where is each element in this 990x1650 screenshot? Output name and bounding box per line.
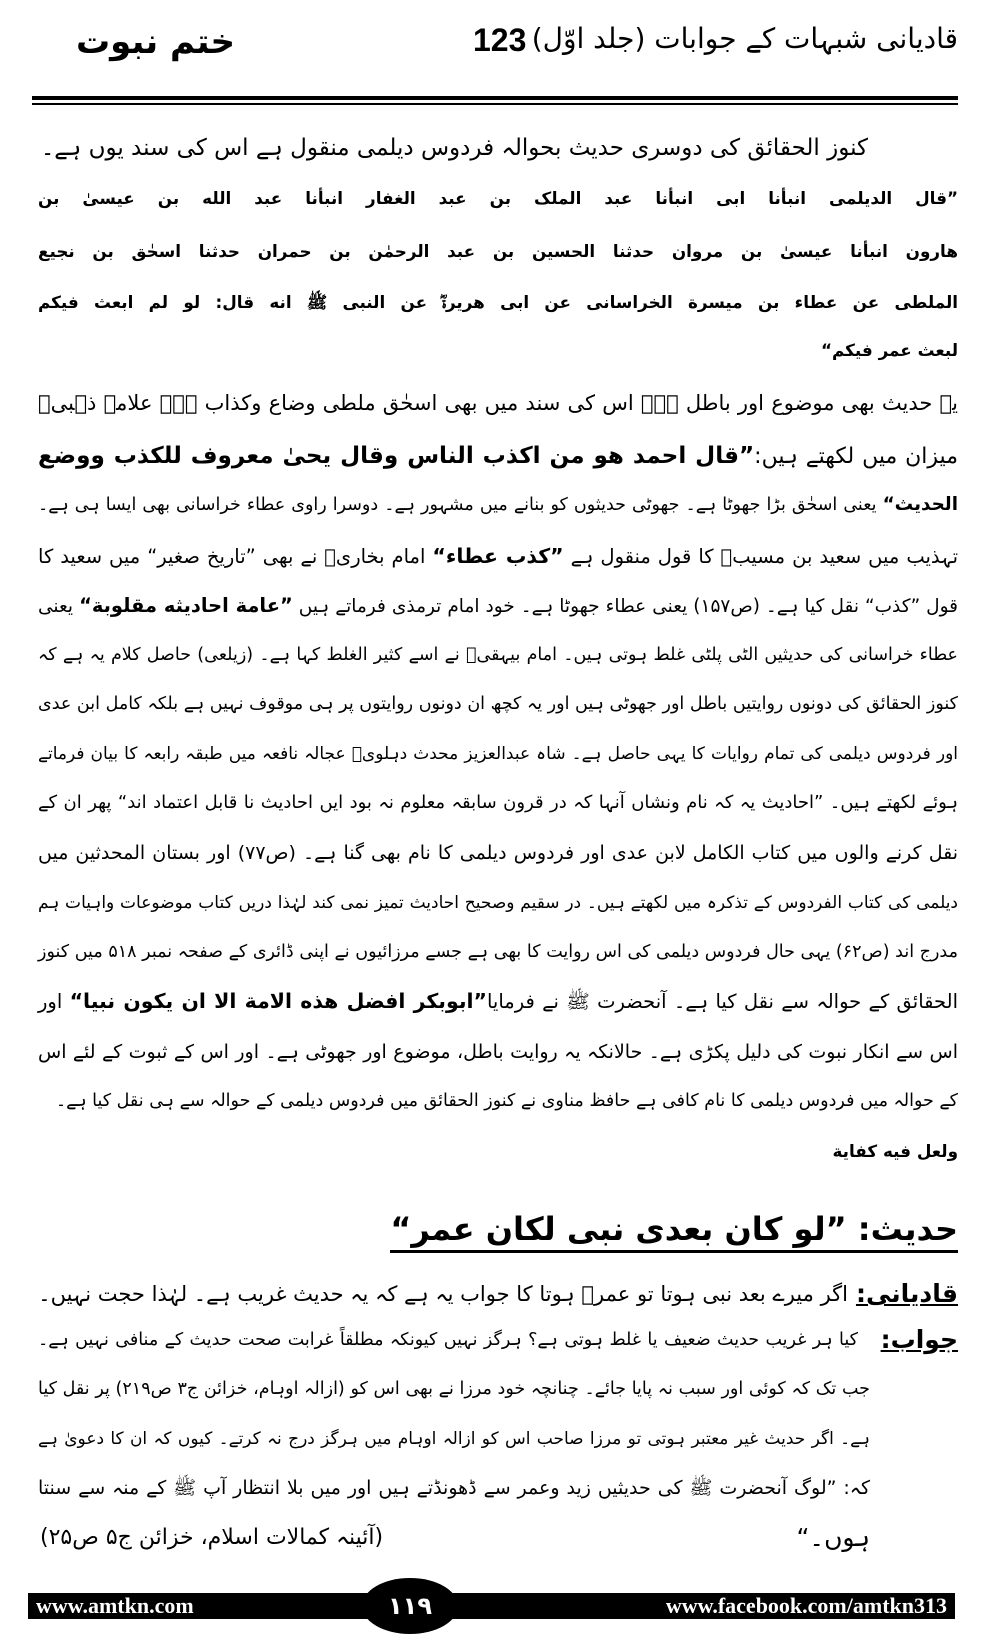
answer-line: جب تک کہ کوئی اور سبب نہ پایا جائے۔ چنانچہ خود مرزا نے بھی اس کو (ازالہ اوہام، خزائن ج۳ ص۲۱۹) پر نقل کیا — [38, 1379, 870, 1399]
header-page-number: 123 — [473, 22, 527, 58]
arabic-line: ولعل فیه کفایة — [832, 1141, 958, 1161]
text-line — [38, 485, 958, 525]
text-line: ہوئے لکھتے ہیں۔ ”احادیث یہ کہ نام ونشاں آنہا کہ در قرون سابقہ معلوم نہ بود ایں احادیث نا قابل اعتماد اند“ پھر ان کے — [38, 792, 958, 813]
arabic-line: لبعث عمر فیکم“ — [820, 340, 958, 360]
text-span: قول ”کذب“ نقل کیا ہے۔ (ص۱۵۷) یعنی عطاء جھوٹا ہے۔ خود امام ترمذی فرماتے ہیں — [292, 596, 959, 617]
arabic-quote: ”کذب عطاء“ — [432, 544, 564, 568]
text-line: دیلمی کی کتاب الفردوس کے تذکرہ میں لکھتے ہیں۔ در سقیم وصحیح احادیث تمیز نمی کند لہٰذا دریں کتاب موضوعات واہیات ہم — [38, 893, 958, 913]
text-line: اس سے انکار نبوت کی دلیل پکڑی ہے۔ حالانکہ یہ روایت باطل، موضوع اور جھوٹی ہے۔ اور اس کے ثبوت کے لئے اس — [38, 1041, 958, 1063]
arabic-quote: ”قال احمد ھو من اکذب الناس وقال یحیٰ معروف للکذب ووضع — [38, 443, 755, 469]
answer-line: ہے۔ اگر حدیث غیر معتبر ہوتی تو مرزا صاحب اس کو ازالہ اوہام میں ہرگز درج نہ کرتے۔ کیوں کہ ان کا دعویٰ ہے — [38, 1429, 870, 1449]
objection-text: اگر میرے بعد نبی ہوتا تو عمرؓ ہوتا کا جواب یہ ہے کہ یہ حدیث غریب ہے۔ لہٰذا حجت نہیں۔ — [38, 1282, 848, 1306]
text-span: امام بخاریؒ نے بھی ”تاریخ صغیر“ میں سعید کا — [38, 545, 433, 568]
text-span: الحقائق کے حوالہ سے نقل کیا ہے۔ آنحضرت ﷺ نے فرمایا — [486, 990, 958, 1013]
answer-line: کیا ہر غریب حدیث ضعیف یا غلط ہوتی ہے؟ ہرگز نہیں کیونکہ مطلقاً غرابت صحت حدیث کے منافی نہیں ہے۔ — [38, 1330, 858, 1350]
website-link[interactable]: www.amtkn.com — [36, 1593, 194, 1618]
footer-page-number: ۱۱۹ — [362, 1578, 458, 1634]
text-line — [38, 981, 958, 1022]
text-span: اور — [38, 990, 70, 1013]
header-rule-thick — [32, 96, 958, 100]
text-line: یہ حدیث بھی موضوع اور باطل ہے۔ اس کی سند میں بھی اسحٰق ملطی وضاع وکذاب ہے۔ علامہ ذہبیؒ — [38, 391, 958, 415]
arabic-quote: ”ابوبکر افضل ھذه الامة الا ان یکون نبیا“ — [69, 989, 487, 1013]
arabic-line: ھارون انبأنا عیسیٰ بن مروان حدثنا الحسین بن عبد الرحمٰن بن حمران حدثنا اسحٰق بن نجیع — [38, 241, 958, 261]
citation: (آئینہ کمالات اسلام، خزائن ج۵ ص۲۵) — [40, 1525, 384, 1550]
arabic-line: ”قال الدیلمی انبأنا ابی انبأنا عبد الملک بن عبد الغفار انبأنا عبد الله بن عیسیٰ بن — [38, 188, 958, 208]
text-span: میزان میں لکھتے ہیں: — [754, 444, 958, 469]
text-line — [38, 436, 958, 477]
arabic-quote: ”عامة احادیثه مقلوبة“ — [79, 594, 293, 617]
arabic-quote: الحدیث“ — [882, 494, 958, 515]
header-rule-thin — [32, 103, 958, 105]
facebook-link[interactable]: www.facebook.com/amtkn313 — [665, 1593, 947, 1618]
text-line: کے حوالہ میں فردوس دیلمی کا نام کافی ہے حافظ مناوی نے کنوز الحقائق میں فردوس دیلمی کے حوالہ سے ہی نقل کیا ہے۔ — [55, 1091, 958, 1111]
answer-label: جواب: — [880, 1325, 958, 1354]
arabic-line: الملطی عن عطاء بن میسرة الخراسانی عن ابی ھریرةؓ عن النبی ﷺ انه قال: لو لم ابعث فیکم — [38, 292, 958, 312]
series-title: ختم نبوت — [76, 22, 236, 62]
text-line: اور فردوس دیلمی کی تمام روایات کا یہی حاصل ہے۔ شاہ عبدالعزیز محدث دہلویؒ عجالہ نافعہ میں طبقہ رابعہ کا بیان فرماتے — [38, 744, 958, 764]
answer-line: کہ: ”لوگ آنحضرت ﷺ کی حدیثیں زید وعمر سے ڈھونڈتے ہیں اور میں بلا انتظار آپ ﷺ کے منہ سے سنتا — [38, 1477, 870, 1499]
text-line: کنوز الحقائق کی دوسری حدیث بحوالہ فردوس دیلمی منقول ہے اس کی سند یوں ہے۔ — [40, 135, 868, 161]
text-line — [38, 536, 958, 577]
text-line: نقل کرنے والوں میں کتاب الکامل لابن عدی اور فردوس دیلمی کا نام بھی گنا ہے۔ (ص۷۷) اور بستان المحدثین میں — [38, 842, 958, 864]
book-title: قادیانی شبہات کے جوابات (جلد اوّل) — [531, 22, 958, 55]
footer-bar — [28, 1593, 955, 1619]
answer-line: ہوں۔“ — [796, 1523, 870, 1552]
section-heading: حدیث: ”لو کان بعدی نبی لکان عمر“ — [390, 1210, 958, 1253]
text-span: تہذیب میں سعید بن مسیبؒ کا قول منقول ہے — [563, 545, 958, 568]
text-line: عطاء خراسانی کی حدیثیں الٹی پلٹی غلط ہوتی ہیں۔ امام بیہقیؒ نے اسے کثیر الغلط کہا ہے۔ (زیلعی) حاصل کلام یہ ہے کہ — [38, 645, 958, 665]
objection-label: قادیانی: — [855, 1279, 958, 1308]
text-line — [38, 586, 958, 627]
text-span: یعنی اسحٰق بڑا جھوٹا ہے۔ جھوٹی حدیثوں کو بنانے میں مشہور ہے۔ دوسرا راوی عطاء خراسانی بھی ایسا ہی ہے۔ — [38, 495, 883, 515]
text-line: کنوز الحقائق کی دونوں روایتیں باطل اور جھوٹی ہیں اور یہ کچھ ان دونوں روایتوں پر ہی موقوف نہیں ہے بلکہ کامل ابن عدی — [38, 694, 958, 714]
text-span: یعنی — [38, 596, 80, 617]
text-line: مدرج اند (ص۶۲) یہی حال فردوس دیلمی کی اس روایت کا بھی ہے جسے مرزائیوں نے اپنی ڈائری کے صفحہ نمبر ۵۱۸ میں کنوز — [38, 942, 958, 962]
